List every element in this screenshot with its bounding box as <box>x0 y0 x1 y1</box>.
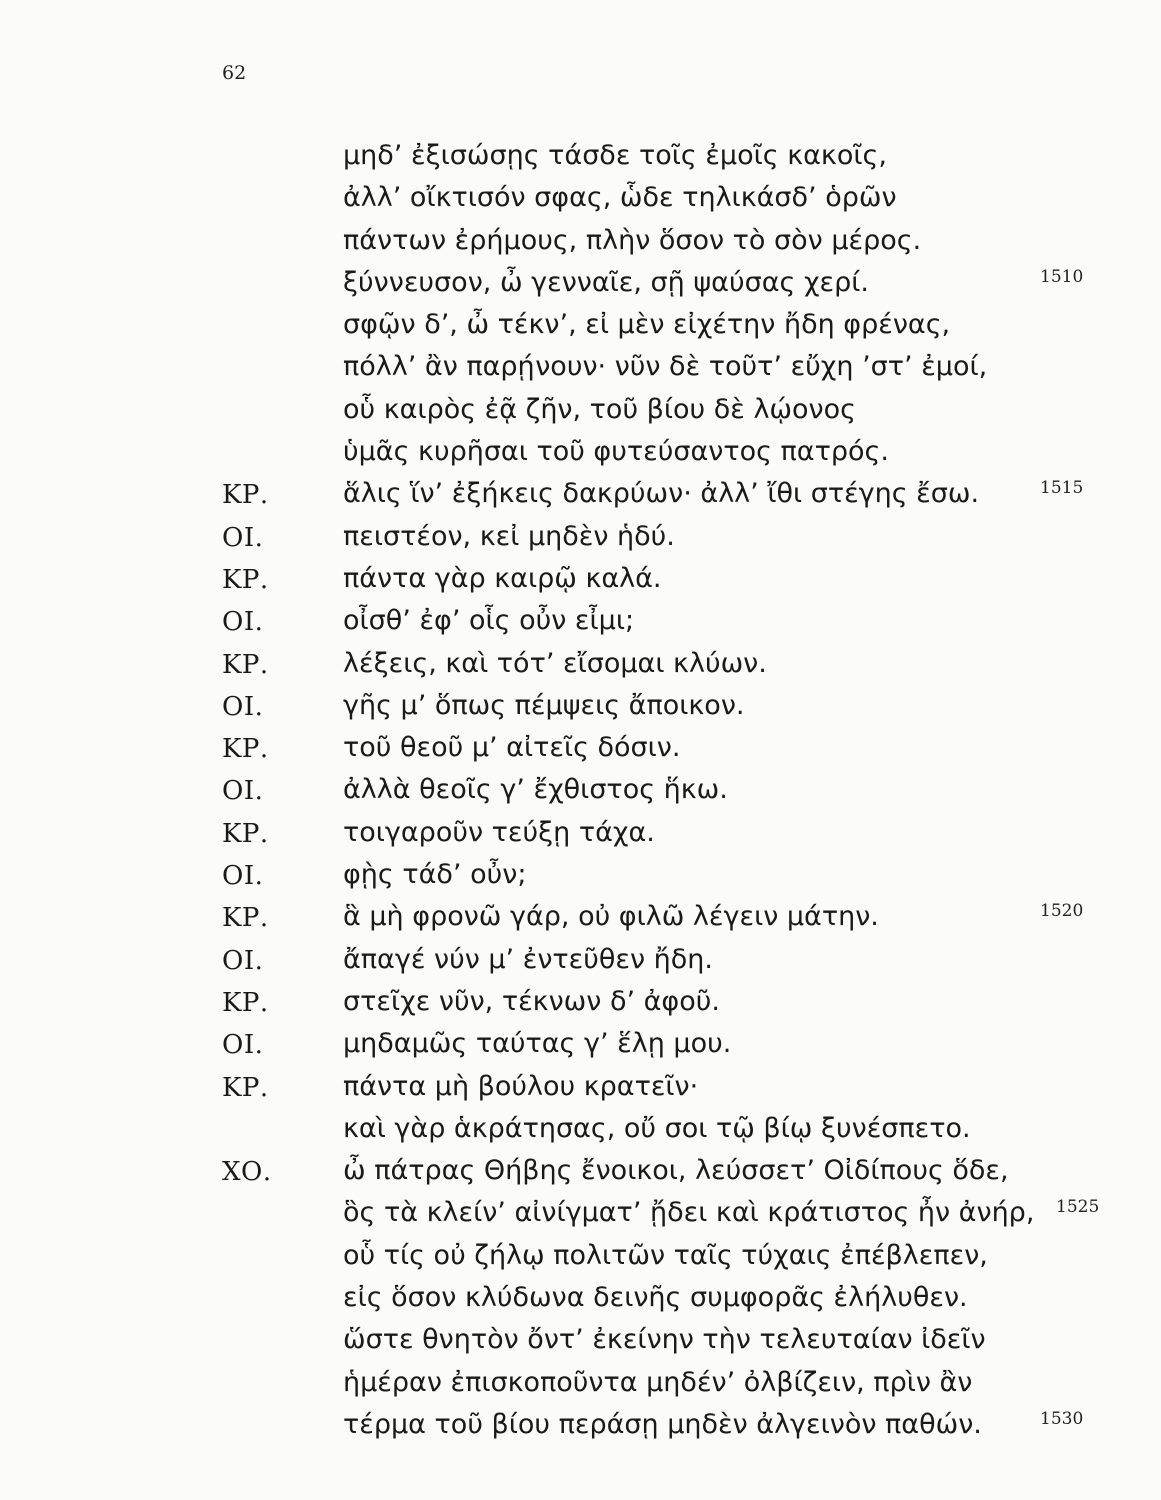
verse-line <box>0 561 1161 603</box>
verse-line <box>0 307 1161 349</box>
verse-text: ὦ πάτρας Θήβης ἔνοικοι, λεύσσετ’ Οἰδίπους ὅδε, <box>343 1155 1009 1187</box>
verse-text: οὗ τίς οὐ ζήλῳ πολιτῶν ταῖς τύχαις ἐπέβλεπεν, <box>343 1239 988 1271</box>
verse-line <box>0 1195 1161 1237</box>
verse-text: πόλλ’ ἂν παρῄνουν· νῦν δὲ τοῦτ’ εὔχη ’στ’ ἐμοί, <box>343 351 988 383</box>
verse-text: οἶσθ’ ἐφ’ οἷς οὖν εἶμι; <box>343 605 635 637</box>
verse-text: τοῦ θεοῦ μ’ αἰτεῖς δόσιν. <box>343 732 681 764</box>
verse-text: ἀλλὰ θεοῖς γ’ ἔχθιστος ἥκω. <box>343 774 728 806</box>
speaker-label: ΚΡ. <box>222 649 269 680</box>
verse-text: εἰς ὅσον κλύδωνα δεινῆς συμφορᾶς ἐλήλυθεν. <box>343 1282 968 1314</box>
speaker-label: ΟΙ. <box>222 607 264 638</box>
verse-text: ἅλις ἵν’ ἐξήκεις δακρύων· ἀλλ’ ἴθι στέγης ἔσω. <box>343 478 980 510</box>
verse-line <box>0 942 1161 984</box>
speaker-label: ΟΙ. <box>222 776 264 807</box>
verse-line <box>0 646 1161 688</box>
verse-text: τοιγαροῦν τεύξῃ τάχα. <box>343 816 655 848</box>
verse-text: μηδ’ ἐξισώσῃς τάσδε τοῖς ἐμοῖς κακοῖς, <box>343 140 887 171</box>
line-number: 1510 <box>1040 266 1084 287</box>
verse-text: ὥστε θνητὸν ὄντ’ ἐκείνην τὴν τελευταίαν ἰδεῖν <box>343 1324 986 1356</box>
line-number: 1515 <box>1040 478 1084 499</box>
verse-text: ἄπαγέ νύν μ’ ἐντεῦθεν ἤδη. <box>343 943 713 975</box>
line-number: 1525 <box>1056 1197 1100 1218</box>
verse-line <box>0 265 1161 307</box>
verse-block <box>0 138 1161 1449</box>
verse-text: γῆς μ’ ὅπως πέμψεις ἄποικον. <box>343 689 745 721</box>
speaker-label: ΟΙ. <box>222 861 264 892</box>
verse-text: λέξεις, καὶ τότ’ εἴσομαι κλύων. <box>343 647 767 679</box>
speaker-label: ΟΙ. <box>222 1030 264 1061</box>
verse-line <box>0 1026 1161 1068</box>
verse-text: ἡμέραν ἐπισκοποῦντα μηδέν’ ὀλβίζειν, πρὶν ἂν <box>343 1366 973 1398</box>
speaker-label: ΚΡ. <box>222 818 269 849</box>
verse-line <box>0 1238 1161 1280</box>
speaker-label: ΚΡ. <box>222 903 269 934</box>
verse-line <box>0 223 1161 265</box>
verse-text: ἃ μὴ φρονῶ γάρ, οὐ φιλῶ λέγειν μάτην. <box>343 901 879 933</box>
verse-text: ὑμᾶς κυρῆσαι τοῦ φυτεύσαντος πατρός. <box>343 436 889 468</box>
verse-text: πάντα γὰρ καιρῷ καλά. <box>343 562 662 594</box>
verse-line <box>0 476 1161 518</box>
verse-text: σφῷν δ’, ὦ τέκν’, εἰ μὲν εἰχέτην ἤδη φρένας, <box>343 309 951 341</box>
verse-text: ὃς τὰ κλείν’ αἰνίγματ’ ᾔδει καὶ κράτιστος ἦν ἀνήρ, <box>343 1197 1035 1229</box>
speaker-label: ΧΟ. <box>222 1157 272 1188</box>
speaker-label: ΟΙ. <box>222 945 264 976</box>
verse-line <box>0 1069 1161 1111</box>
verse-text: ξύννευσον, ὦ γενναῖε, σῇ ψαύσας χερί. <box>343 266 869 298</box>
verse-line <box>0 688 1161 730</box>
page-number: 62 <box>222 62 247 84</box>
verse-text: πάντων ἐρήμους, πλὴν ὅσον τὸ σὸν μέρος. <box>343 224 922 256</box>
verse-text: μηδαμῶς ταύτας γ’ ἕλῃ μου. <box>343 1028 732 1060</box>
verse-line <box>0 1365 1161 1407</box>
verse-line <box>0 815 1161 857</box>
speaker-label: ΟΙ. <box>222 522 264 553</box>
verse-text: πειστέον, κεἰ μηδὲν ἡδύ. <box>343 520 675 552</box>
verse-text: οὗ καιρὸς ἐᾷ ζῆν, τοῦ βίου δὲ λῴονος <box>343 393 856 425</box>
speaker-label: ΚΡ. <box>222 1072 269 1103</box>
verse-line <box>0 349 1161 391</box>
verse-text: τέρμα τοῦ βίου περάσῃ μηδὲν ἀλγεινὸν παθών. <box>343 1408 982 1440</box>
verse-line <box>0 603 1161 645</box>
speaker-label: ΚΡ. <box>222 564 269 595</box>
verse-line <box>0 857 1161 899</box>
verse-line <box>0 772 1161 814</box>
verse-line <box>0 1407 1161 1449</box>
verse-line <box>0 1322 1161 1364</box>
verse-text: ἀλλ’ οἴκτισόν σφας, ὧδε τηλικάσδ’ ὁρῶν <box>343 182 897 214</box>
verse-line <box>0 899 1161 941</box>
verse-line <box>0 1280 1161 1322</box>
verse-text: πάντα μὴ βούλου κρατεῖν· <box>343 1070 699 1102</box>
verse-text: καὶ γὰρ ἁκράτησας, οὔ σοι τῷ βίῳ ξυνέσπετο. <box>343 1112 971 1144</box>
verse-text: στεῖχε νῦν, τέκνων δ’ ἀφοῦ. <box>343 985 720 1017</box>
verse-line <box>0 434 1161 476</box>
verse-line <box>0 730 1161 772</box>
speaker-label: ΚΡ. <box>222 734 269 765</box>
verse-line <box>0 519 1161 561</box>
line-number: 1520 <box>1040 901 1084 922</box>
speaker-label: ΟΙ. <box>222 691 264 722</box>
verse-text: φῂς τάδ’ οὖν; <box>343 859 527 891</box>
verse-line <box>0 1153 1161 1195</box>
verse-line <box>0 984 1161 1026</box>
line-number: 1530 <box>1040 1408 1084 1429</box>
verse-line <box>0 138 1161 180</box>
speaker-label: ΚΡ. <box>222 480 269 511</box>
verse-line <box>0 180 1161 222</box>
verse-line <box>0 1111 1161 1153</box>
verse-line <box>0 392 1161 434</box>
speaker-label: ΚΡ. <box>222 987 269 1018</box>
